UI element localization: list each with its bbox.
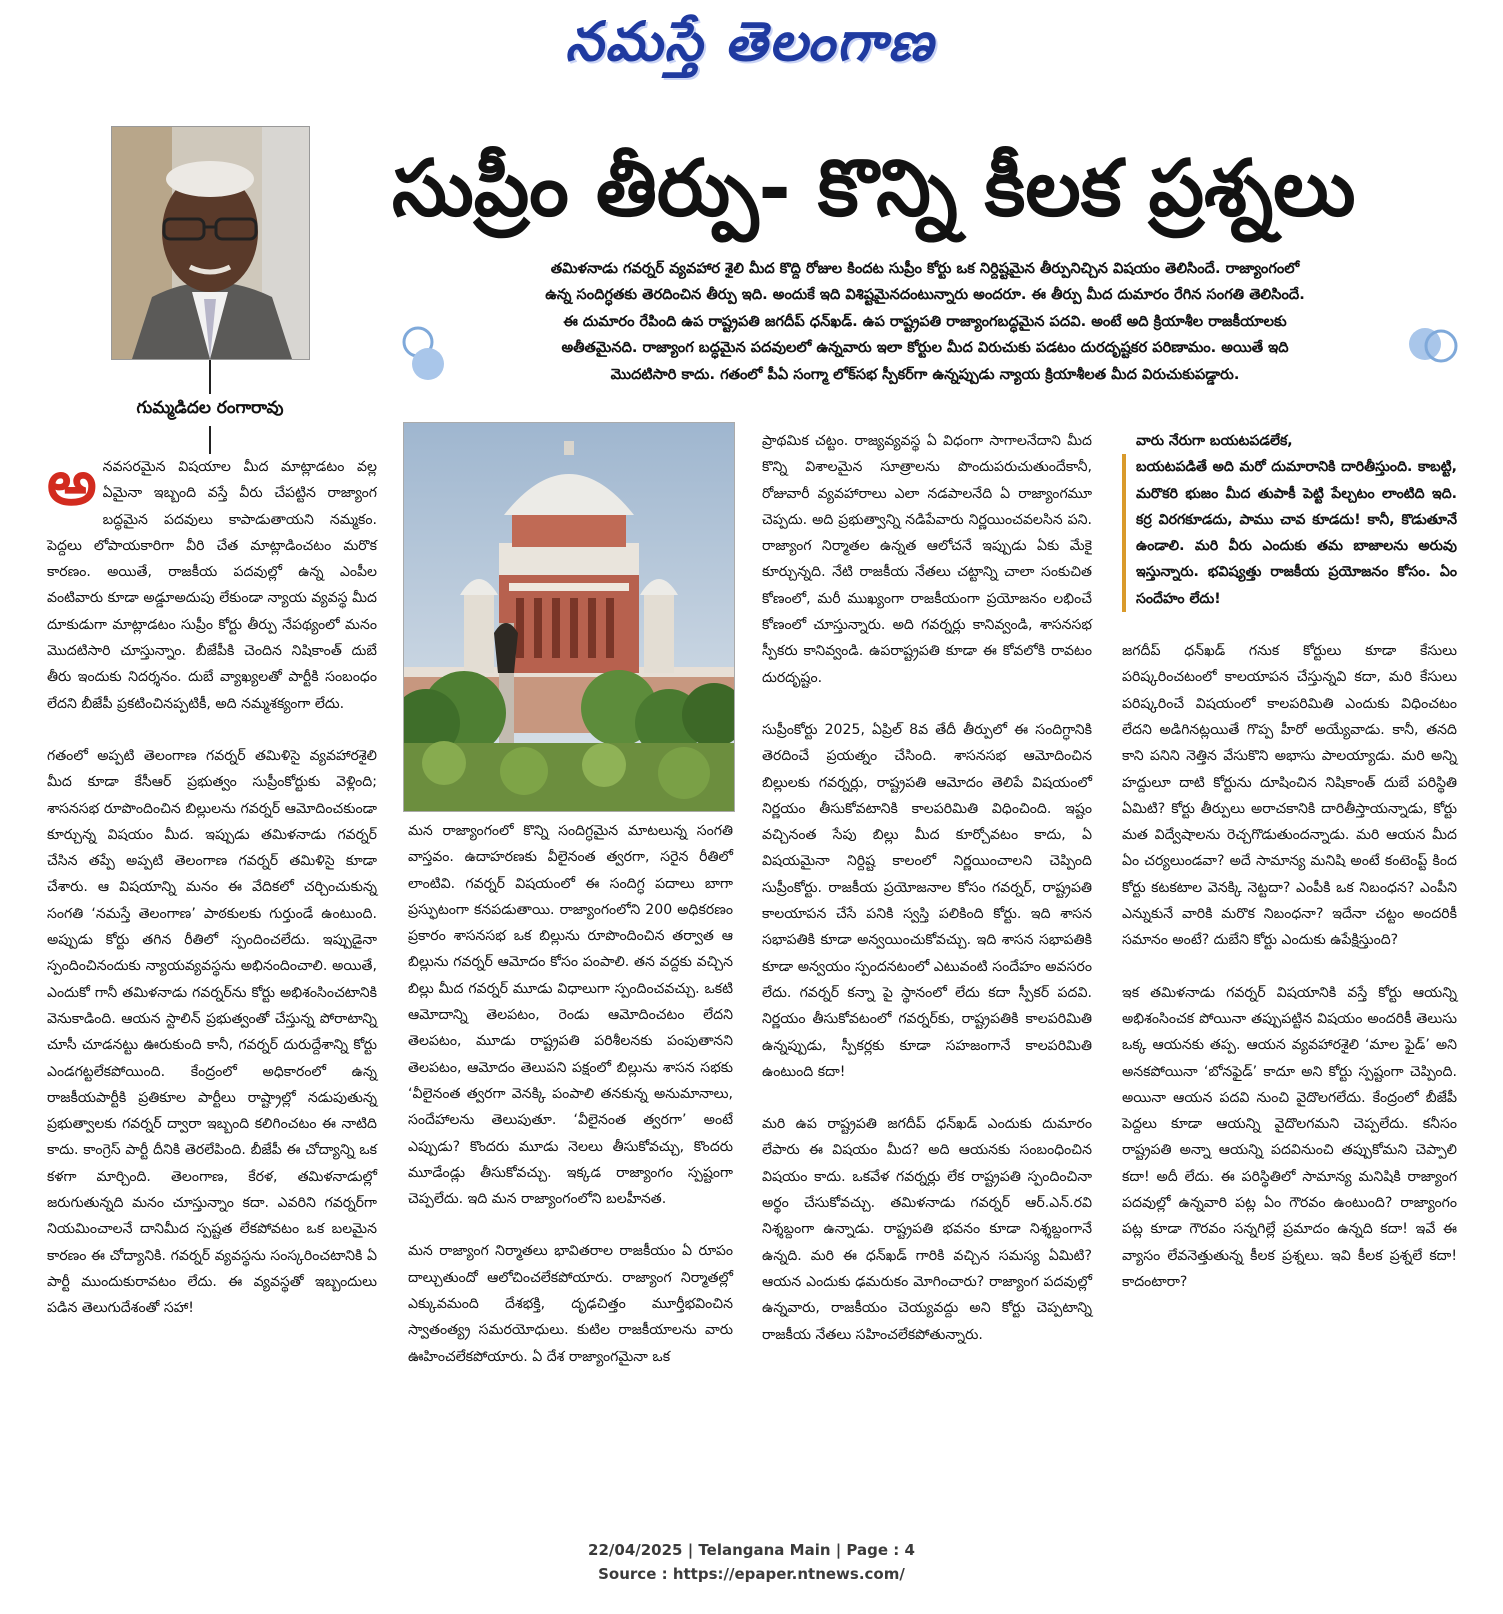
article-paragraph: సుప్రీంకోర్టు 2025, ఏప్రిల్ 8వ తేదీ తీర్పులో ఈ సందిగ్ధానికి తెరదించే ప్రయత్నం చేసింది. శాసనసభ ఆమోదించిన బిల్లులకు గవర్నర్లు, రాష్ట్రపతి ఆమోదం తెలిపే విషయంలో నిర్ణయం తీసుకోవటానికి కాలపరిమితి విధించింది. ఇష్టం వచ్చినంత సేపు బిల్లు మీద కూర్చోవటం కాదు, ఏ విషయమైనా నిర్దిష్ట కాలంలో నిర్ణయించాలని చెప్పింది సుప్రీంకోర్టు. రాజకీయ ప్రయోజనాల కోసం గవర్నర్, రాష్ట్రపతి కాలయాపన చేసే పనికి స్వస్తి పలికింది కోర్టు. ఇది శాసన సభాపతికి కూడా అన్వయించుకోవచ్చు. ఇది శాసన సభాపతికి కూడా అన్వయం స్పందనటంలో ఎటువంటి సందేహం అవసరం లేదు. గవర్నర్ కన్నా పై స్థానంలో లేదు కదా స్పీకర్ పదవి. నిర్ణయం తీసుకోవటంలో గవర్నర్‌కు, రాష్ట్రపతికి కాలపరిమితి ఉన్నప్పుడు, స్పీకర్లకు కూడా సహజంగానే కాలపరిమితి ఉంటుంది కదా!: [762, 721, 1092, 1080]
standfirst-line: తమిళనాడు గవర్నర్ వ్యవహార శైలి మీద కొద్ది రోజుల కిందట సుప్రీం కోర్టు ఒక నిర్దిష్టమైన తీర్పునిచ్చిన విషయం తెలిసిందే. రాజ్యాంగంలో: [550, 260, 1300, 277]
pull-quote: బయటపడితే అది మరో దుమారానికి దారితీస్తుంది. కాబట్టి, మరొకరి భుజం మీద తుపాకీ పెట్టి పేల్చటం లాంటిది ఇది. కర్ర విరగకూడదు, పాము చావ కూడదు! కానీ, కొడుతూనే ఉండాలి. మరి వీరు ఎందుకు తమ బాజాలను అరువు ఇస్తున్నారు. భవిష్యత్తు రాజకీయ ప్రయోజనం కోసం. ఏం సందేహం లేదు!: [1122, 454, 1457, 612]
supreme-court-photo: [403, 422, 735, 812]
author-portrait: [111, 126, 310, 360]
article-paragraph: జగదీప్ ధన్‌ఖడ్ గనుక కోర్టులు కూడా కేసులు పరిష్కరించటంలో కాలయాపన చేస్తున్నవి కదా, మరి కేసులు పరిష్కరించే విషయంలో కాలపరిమితి ఎందుకు విధించటం లేదని అడిగినట్లయితే గొప్ప హీరో అయ్యేవాడు. కానీ, తనది కాని పనిని నెత్తిన వేసుకొని అభాసు పాలయ్యాడు. మరి అన్ని హద్దులూ దాటి కోర్టును దూషించిన నిషికాంత్ దుబే పరిస్థితి ఏమిటి? కోర్టు తీర్పులు అరాచకానికి దారితీస్తాయన్నాడు, కోర్టు మత విద్వేషాలను రెచ్చగొడుతుందన్నాడు. మరి ఆయన మీద ఏం చర్యలుండవా? అదే సామాన్య మనిషి అంటే కంటెంప్ట్ కింద కోర్టు కటకటాల వెనక్కి నెట్టదా? ఎంపీకి ఒక నిబంధన? ఎంపీని ఎన్నుకునే వారికి మరొక నిబంధనా? ఇదేనా చట్టం అందరికీ సమానం అంటే? దుబేని కోర్టు ఎందుకు ఉపేక్షిస్తుంది?: [1122, 643, 1457, 949]
article-paragraph: మన రాజ్యాంగంలో కొన్ని సందిగ్ధమైన మాటలున్న సంగతి వాస్తవం. ఉదాహరణకు వీలైనంత త్వరగా, సరైన రీతిలో లాంటివి. గవర్నర్ విషయంలో ఈ సందిగ్ధ పదాలు బాగా ప్రస్ఫుటంగా కనపడుతాయి. రాజ్యాంగంలోని 200 అధికరణం ప్రకారం శాసనసభ ఒక బిల్లును రూపొందించిన తర్వాత ఆ బిల్లును గవర్నర్ ఆమోదం కోసం పంపాలి. తన వద్దకు వచ్చిన బిల్లు మీద గవర్నర్ మూడు విధాలుగా స్పందించవచ్చు. ఒకటి ఆమోదాన్ని తెలపటం, రెండు ఆమోదించటం లేదని తెలపటం, మూడు రాష్ట్రపతి పరిశీలనకు పంపుతానని తెలపటం, ఆమోదం తెలుపని పక్షంలో బిల్లును శాసన సభకు ‘వీలైనంత త్వరగా వెనక్కి పంపాలి తనకున్న అనుమానాలు, సందేహాలను తెలుపుతూ. ‘వీలైనంత త్వరగా’ అంటే ఎప్పుడు? కొందరు మూడు నెలలు తీసుకోవచ్చు, కొందరు మూడేండ్లు తీసుకోవచ్చు. ఇక్కడ రాజ్యాంగం స్పష్టంగా చెప్పలేదు. ఇది మన రాజ్యాంగంలోని బలహీనత.: [408, 823, 733, 1208]
article-column-3: [762, 428, 1092, 1494]
standfirst-line: ఈ దుమారం రేపింది ఉప రాష్ట్రపతి జగదీప్ ధన్‌ఖడ్. ఉప రాష్ట్రపతి రాజ్యాంగబద్ధమైన పదవి. అంటే అది క్రియాశీల రాజకీయాలకు: [563, 312, 1287, 330]
drop-cap: అ: [47, 446, 97, 519]
footer-source-link[interactable]: Source : https://epaper.ntnews.com/: [598, 1565, 905, 1583]
article-paragraph: వారు నేరుగా బయటపడలేక,: [1136, 433, 1293, 449]
article-column-2: [408, 818, 733, 1494]
byline-rule-bottom: [209, 426, 211, 454]
author-byline: గుమ్మడిదల రంగారావు: [136, 398, 284, 418]
page-footer: [0, 1538, 1503, 1586]
byline-rule-top: [209, 360, 211, 394]
paragraph-text: నవసరమైన విషయాల మీద మాట్లాడటం వల్ల ఏమైనా ఇబ్బంది వస్తే వీరు చేపట్టిన రాజ్యాంగ బద్ధమైన పదవులు కాపాడుతాయని నమ్మకం. పెద్దలు లోపాయకారిగా వీరి చేత మాట్లాడించటం మరొక కారణం. అయితే, రాజకీయ పదవుల్లో ఉన్న ఎంపీల వంటివారు కూడా అడ్డూఅదుపు లేకుండా న్యాయ వ్యవస్థ మీద దూకుడుగా మాట్లాడటం సుప్రీం కోర్టు తీర్పు నేపథ్యంలో మనం మొదటిసారి చూస్తున్నాం. బీజేపీకి చెందిన నిషికాంత్ దుబే తీరు ఇందుకు నిదర్శనం. దుబే వ్యాఖ్యలతో పార్టీకి సంబంధం లేదని బీజేపీ ప్రకటించినప్పటికీ, అది నమ్మశక్యంగా లేదు.: [47, 459, 377, 712]
masthead-logo: నమస్తే తెలంగాణ: [565, 9, 935, 73]
article-paragraph: ఇక తమిళనాడు గవర్నర్ విషయానికి వస్తే కోర్టు ఆయన్ని అభిశంసించక పోయినా తప్పుపట్టిన విషయం అందరికీ తెలుసు ఒక్క ఆయనకు తప్ప. ఆయన వ్యవహారశైలి ‘మాల ఫైడ్’ అని అనకపోయినా ‘బోనఫైడ్’ కాదూ అని కోర్టు స్పష్టంగా చెప్పింది. అయినా ఆయన పదవి నుంచి వైదొలగలేదు. కేంద్రంలో బీజేపీ పెద్దలు కూడా ఆయన్ని వైదొలగమని చెప్పలేదు. కనీసం రాష్ట్రపతి అన్నా ఆయన్ని పదవినుంచి తప్పుకోమని చెప్పాలి కదా! అదీ లేదు. ఈ పరిస్థితిలో సామాన్య మనిషికి రాజ్యాంగ పదవుల్లో ఉన్నవారి పట్ల ఏం గౌరవం ఉంటుంది? రాజ్యాంగం పట్ల కూడా గౌరవం సన్నగిల్లే ప్రమాదం ఉన్నది కదా! ఇవే ఈ వ్యాసం లేవనెత్తుతున్న కీలక ప్రశ్నలు. ఇవి కీలక ప్రశ్నలే కదా! కాదంటారా?: [1122, 984, 1457, 1290]
standfirst-line: ఉన్న సందిగ్ధతకు తెరదించిన తీర్పు ఇది. అందుకే ఇది విశిష్టమైనదంటున్నారు అందరూ. ఈ తీర్పు మీద దుమారం రేగిన సంగతి తెలిసిందే.: [545, 286, 1305, 304]
author-portrait-drawing: [112, 127, 309, 359]
supreme-court-drawing: [404, 423, 734, 811]
article-paragraph: [47, 446, 377, 717]
article-column-1: [47, 446, 377, 1494]
standfirst: [435, 256, 1415, 414]
article-column-4: [1122, 428, 1457, 1494]
footer-edition-info: 22/04/2025 | Telangana Main | Page : 4: [588, 1541, 915, 1559]
standfirst-line: అతీతమైనది. రాజ్యాంగ బద్ధమైన పదవులలో ఉన్నవారు ఇలా కోర్టుల మీద విరుచుకు పడటం దురదృష్టకర పరిణామం. అయితే ఇది: [561, 339, 1289, 357]
article-paragraph: గతంలో అప్పటి తెలంగాణ గవర్నర్ తమిళిసై వ్యవహారశైలి మీద కూడా కేసీఆర్ ప్రభుత్వం సుప్రీంకోర్టుకు వెళ్లింది; శాసనసభ రూపొందించిన బిల్లులను గవర్నర్ ఆమోదించకుండా కూర్చున్న విషయం మీద. ఇప్పుడు తమిళనాడు గవర్నర్ చేసిన తప్పే అప్పటి తెలంగాణ గవర్నర్ తమిళిసై కూడా చేశారు. ఆ విషయాన్ని మనం ఈ వేదికలో చర్చించుకున్న సంగతి ‘నమస్తే తెలంగాణ’ పాఠకులకు గుర్తుండే ఉంటుంది. అప్పుడు కోర్టు తగిన రీతిలో స్పందించలేదు. ఇప్పుడైనా స్పందించినందుకు న్యాయవ్యవస్థను అభినందించాలి. అయితే, ఎందుకో గానీ తమిళనాడు గవర్నర్‌ను కోర్టు అభిశంసించటానికి వెనుకాడింది. ఆయన స్టాలిన్ ప్రభుత్వంతో చేస్తున్న పోరాటాన్ని చూసీ చూడనట్టు ఊరుకుంది కానీ, గవర్నర్ దురుద్దేశాన్ని కోర్టు ఎండగట్టలేకపోయింది. కేంద్రంలో అధికారంలో ఉన్న రాజకీయపార్టీకి ప్రతికూల పార్టీలు రాష్ట్రాల్లో నడుపుతున్న ప్రభుత్వాలకు గవర్నర్ ద్వారా ఇబ్బంది కలిగించటం ఈ నాటిది కాదు. కాంగ్రెస్ పార్టీ దీనికి తెరలేపింది. బీజేపీ ఈ చోద్యాన్ని ఒక కళగా మార్చింది. తెలంగాణ, కేరళ, తమిళనాడుల్లో జరుగుతున్నది మనం చూస్తున్నాం కదా. ఎవరిని గవర్నర్‌గా నియమించాలనే దానిమీద స్పష్టత లేకపోవటం ఒక బలమైన కారణం ఈ చోద్యానికి. గవర్నర్ వ్యవస్థను సంస్కరించటానికి ఏ పార్టీ ముందుకురావటం లేదు. ఈ వ్యవస్థతో ఇబ్బందులు పడిన తెలుగుదేశంతో సహా!: [47, 747, 377, 1317]
article-paragraph: ప్రాథమిక చట్టం. రాజ్యవ్యవస్థ ఏ విధంగా సాగాలనేదాని మీద కొన్ని విశాలమైన సూత్రాలను పొందుపరుచుతుందేకానీ, రోజువారీ వ్యవహారాలు ఎలా నడపాలనేది ఏ రాజ్యాంగమూ చెప్పదు. అది ప్రభుత్వాన్ని నడిపేవారు నిర్ణయించవలసిన పని. రాజ్యాంగ నిర్మాతల ఉన్నత ఆలోచనే ఇప్పుడు ఏకు మేకై కూర్చున్నది. నేటి రాజకీయ నేతలు చట్టాన్ని చాలా సంకుచిత కోణంలో, మరీ ముఖ్యంగా రాజకీయంగా ప్రయోజనం లభించే కోణంలో చూస్తున్నారు. అది గవర్నర్లు కానివ్వండి, శాసనసభ స్పీకరు కానివ్వండి. ఉపరాష్ట్రపతి కూడా ఈ కోవలోకి రావటం దురదృష్టం.: [762, 433, 1092, 686]
standfirst-line: మొదటిసారి కాదు. గతంలో పీఏ సంగ్మా లోక్‌సభ స్పీకర్‌గా ఉన్నప్పుడు న్యాయ క్రియాశీలత మీద విరుచుకుపడ్డారు.: [610, 365, 1240, 383]
article-paragraph: మన రాజ్యాంగ నిర్మాతలు భావితరాల రాజకీయం ఏ రూపం దాల్చుతుందో ఆలోచించలేకపోయారు. రాజ్యాంగ నిర్మాతల్లో ఎక్కువమంది దేశభక్తి, దృఢచిత్తం మూర్తీభవించిన స్వాతంత్య్ర సమరయోధులు. కుటిల రాజకీయాలను వారు ఊహించలేకపోయారు. ఏ దేశ రాజ్యాంగమైనా ఒక: [408, 1243, 733, 1365]
headline: సుప్రీం తీర్పు- కొన్ని కీలక ప్రశ్నలు: [392, 144, 1356, 234]
article-paragraph: మరి ఉప రాష్ట్రపతి జగదీప్ ధన్‌ఖడ్ ఎందుకు దుమారం లేపారు ఈ విషయం మీద? అది ఆయనకు సంబంధించిన విషయం కాదు. ఒకవేళ గవర్నర్లు లేక రాష్ట్రపతి స్పందించినా అర్థం చేసుకోవచ్చు. తమిళనాడు గవర్నర్ ఆర్.ఎన్.రవి నిశ్శబ్దంగా ఉన్నాడు. రాష్ట్రపతి భవనం కూడా నిశ్శబ్దంగానే ఉన్నది. మరి ఈ ధన్‌ఖడ్ గారికి వచ్చిన సమస్య ఏమిటి? ఆయన ఎందుకు ఢమరుకం మోగించారు? రాజ్యాంగ పదవుల్లో ఉన్నవారు, రాజకీయం చెయ్యవద్దు అని కోర్టు చెప్పటాన్ని రాజకీయ నేతలు సహించలేకపోతున్నారు.: [762, 1116, 1092, 1343]
